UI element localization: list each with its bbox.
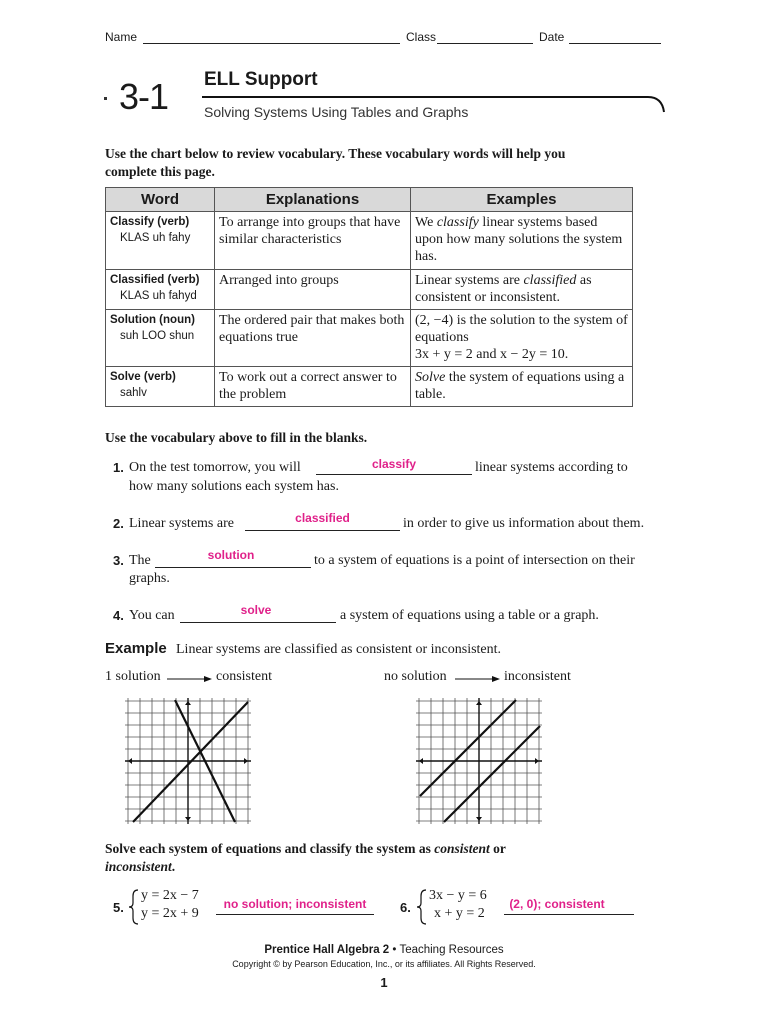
example-text: as consistent or inconsistent. bbox=[415, 273, 592, 305]
example-text: the system of equations using a table. bbox=[415, 370, 625, 402]
answer-blank[interactable] bbox=[245, 530, 400, 531]
table-header-row bbox=[106, 188, 633, 212]
lesson-subtitle: Solving Systems Using Tables and Graphs bbox=[204, 104, 469, 120]
arrow-right-icon bbox=[454, 674, 502, 684]
explanation-cell: To work out a correct answer to the problem bbox=[215, 367, 411, 407]
answer-blank[interactable] bbox=[155, 567, 311, 568]
lesson-number: 3-1 bbox=[119, 76, 169, 117]
brace-icon bbox=[128, 888, 140, 926]
date-field[interactable] bbox=[569, 43, 661, 44]
question-number: 1. bbox=[113, 460, 124, 475]
footer-book bbox=[0, 944, 768, 956]
question-text: The bbox=[129, 553, 151, 568]
equation: x + y = 2 bbox=[434, 906, 485, 921]
instruction-text: . bbox=[171, 859, 176, 874]
graph-inconsistent bbox=[416, 698, 542, 824]
question-text: You can bbox=[129, 608, 175, 623]
question-text: linear systems according to bbox=[475, 460, 628, 475]
equation: y = 2x + 9 bbox=[141, 906, 199, 921]
answer-solution: solution bbox=[207, 548, 255, 562]
table-row bbox=[106, 212, 633, 270]
instruction-text: Solve each system of equations and classify the system as bbox=[105, 841, 435, 856]
example-text: (2, −4) is the solution to the system of equations bbox=[415, 313, 628, 345]
intro-line-1: Use the chart below to review vocabulary. These vocabulary words will help you bbox=[105, 146, 566, 161]
left-from-label: 1 solution bbox=[105, 669, 161, 684]
footer-book-title: Prentice Hall Algebra 2 bbox=[264, 944, 390, 956]
question-text: in order to give us information about them. bbox=[403, 516, 645, 531]
example-text: Linear systems are classified as consistent or inconsistent. bbox=[176, 642, 502, 657]
example-equations: 3x + y = 2 and x − 2y = 10. bbox=[415, 347, 569, 362]
example-text: linear systems based upon how many solutions the system has. bbox=[415, 215, 623, 264]
question-text: to a system of equations is a point of intersection on their bbox=[314, 553, 635, 568]
equation: 3x − y = 6 bbox=[429, 888, 487, 903]
class-label: Class bbox=[406, 30, 437, 44]
table-row bbox=[106, 310, 633, 367]
footer-bullet: • bbox=[392, 944, 397, 956]
word-pronunciation: sahlv bbox=[120, 387, 147, 399]
table-row bbox=[106, 270, 633, 310]
explanation-cell: Arranged into groups bbox=[215, 270, 411, 310]
example-cell bbox=[411, 270, 633, 310]
question-text: graphs. bbox=[129, 571, 170, 586]
word-pronunciation: KLAS uh fahyd bbox=[120, 290, 197, 302]
example-cell bbox=[411, 212, 633, 270]
right-from-label: no solution bbox=[384, 669, 447, 684]
question-text: how many solutions each system has. bbox=[129, 479, 339, 494]
left-to-label: consistent bbox=[216, 669, 272, 684]
footer-book-rest: Teaching Resources bbox=[399, 944, 504, 956]
problem-number: 6. bbox=[400, 900, 411, 915]
intro-line-2: complete this page. bbox=[105, 164, 215, 179]
word-term: Classify (verb) bbox=[110, 216, 190, 228]
example-text: Linear systems are bbox=[415, 273, 524, 288]
table-row bbox=[106, 367, 633, 407]
lesson-title: ELL Support bbox=[204, 69, 318, 90]
footer-copyright: Copyright © by Pearson Education, Inc., or its affiliates. All Rights Reserved. bbox=[232, 959, 536, 969]
word-term: Solve (verb) bbox=[110, 371, 176, 383]
answer-classify: classify bbox=[371, 457, 417, 471]
right-to-label: inconsistent bbox=[504, 669, 571, 684]
answer-p5: no solution; inconsistent bbox=[223, 897, 367, 911]
word-pronunciation: KLAS uh fahy bbox=[120, 232, 191, 244]
equation: y = 2x − 7 bbox=[141, 888, 199, 903]
question-text: Linear systems are bbox=[129, 516, 234, 531]
question-text: a system of equations using a table or a graph. bbox=[340, 608, 599, 623]
word-cell bbox=[106, 310, 215, 367]
page-number: 1 bbox=[380, 975, 388, 990]
solve-instruction-line-1 bbox=[105, 841, 506, 857]
example-text: We bbox=[415, 215, 437, 230]
word-term: Classified (verb) bbox=[110, 274, 200, 286]
example-cell bbox=[411, 367, 633, 407]
answer-blank[interactable] bbox=[180, 622, 336, 623]
explanation-cell: To arrange into groups that have similar characteristics bbox=[215, 212, 411, 270]
header-word: Word bbox=[106, 188, 215, 212]
fill-in-instruction: Use the vocabulary above to fill in the blanks. bbox=[105, 430, 368, 445]
question-number: 3. bbox=[113, 553, 124, 568]
header-explanations: Explanations bbox=[215, 188, 411, 212]
answer-blank[interactable] bbox=[316, 474, 472, 475]
title-mark bbox=[104, 97, 107, 100]
answer-solve: solve bbox=[240, 603, 272, 617]
example-italic: classified bbox=[523, 273, 577, 288]
explanation-cell: The ordered pair that makes both equations true bbox=[215, 310, 411, 367]
example-cell bbox=[411, 310, 633, 367]
question-number: 4. bbox=[113, 608, 124, 623]
graph-consistent bbox=[125, 698, 251, 824]
answer-blank[interactable] bbox=[504, 914, 634, 915]
example-italic: classify bbox=[436, 215, 479, 230]
instruction-italic: inconsistent bbox=[105, 859, 172, 874]
header-examples: Examples bbox=[411, 188, 633, 212]
vocabulary-table bbox=[105, 187, 633, 407]
answer-classified: classified bbox=[295, 511, 350, 525]
answer-blank[interactable] bbox=[216, 914, 374, 915]
word-term: Solution (noun) bbox=[110, 314, 195, 326]
answer-p6: (2, 0); consistent bbox=[509, 897, 605, 911]
example-label: Example bbox=[105, 640, 167, 657]
word-cell bbox=[106, 212, 215, 270]
problem-number: 5. bbox=[113, 900, 124, 915]
instruction-italic: consistent bbox=[434, 841, 490, 856]
date-label: Date bbox=[539, 30, 565, 44]
question-number: 2. bbox=[113, 516, 124, 531]
class-field[interactable] bbox=[437, 43, 533, 44]
solve-instruction-line-2 bbox=[105, 859, 175, 875]
word-cell bbox=[106, 270, 215, 310]
example-italic: Solve bbox=[415, 370, 446, 385]
name-field[interactable] bbox=[143, 43, 400, 44]
question-text: On the test tomorrow, you will bbox=[129, 460, 301, 475]
arrow-right-icon bbox=[166, 674, 214, 684]
instruction-text: or bbox=[489, 841, 506, 856]
word-cell bbox=[106, 367, 215, 407]
name-label: Name bbox=[105, 30, 138, 44]
word-pronunciation: suh LOO shun bbox=[120, 330, 195, 342]
brace-icon bbox=[416, 888, 428, 926]
